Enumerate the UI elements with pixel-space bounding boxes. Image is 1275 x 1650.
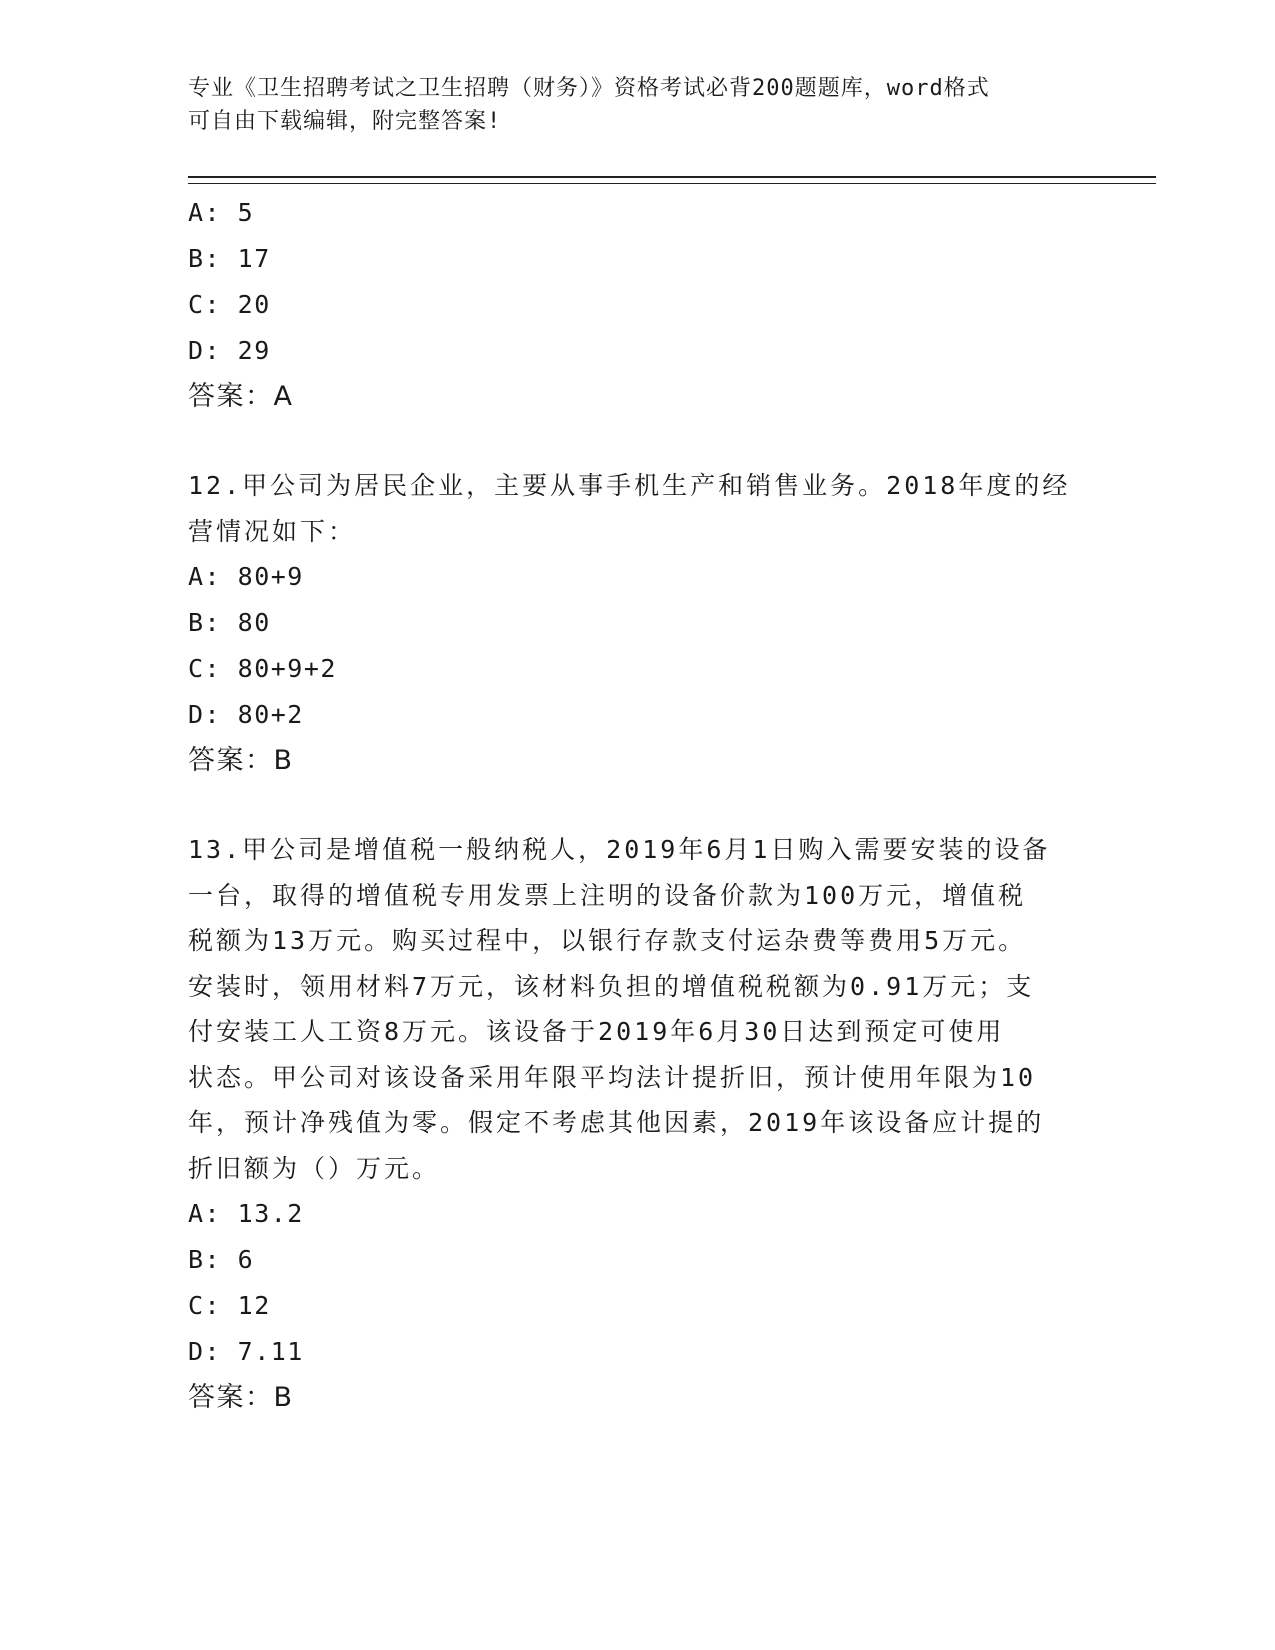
option-b: B: 17 — [188, 244, 271, 273]
answer: 答案：A — [188, 381, 294, 412]
header-line-2: 可自由下载编辑，附完整答案! — [188, 109, 502, 134]
stem-line: 年，预计净残值为零。假定不考虑其他因素，2019年该设备应计提的 — [188, 1108, 1045, 1137]
stem-line: 折旧额为（）万元。 — [188, 1153, 441, 1183]
option-d: D: 7.11 — [188, 1337, 304, 1366]
stem-line: 营情况如下： — [188, 516, 357, 546]
option-a: A: 5 — [188, 198, 255, 227]
stem-line: 状态。甲公司对该设备采用年限平均法计提折旧，预计使用年限为10 — [188, 1062, 1037, 1092]
header-line-1: 专业《卫生招聘考试之卫生招聘（财务）》资格考试必背200题题库，word格式 — [188, 76, 990, 101]
option-a: A: 80+9 — [188, 562, 304, 591]
stem-line: 一台，取得的增值税专用发票上注明的设备价款为100万元，增值税 — [188, 880, 1027, 910]
stem-line: 税额为13万元。购买过程中，以银行存款支付运杂费等费用5万元。 — [188, 926, 1027, 955]
question-stem — [188, 827, 1088, 1191]
question-13 — [188, 827, 1088, 1421]
option-d: D: 29 — [188, 336, 271, 365]
option-c: C: 80+9+2 — [188, 654, 337, 683]
option-c: C: 12 — [188, 1291, 271, 1320]
stem-line: 付安装工人工资8万元。该设备于2019年6月30日达到预定可使用 — [188, 1017, 1005, 1046]
answer: 答案：B — [188, 745, 294, 776]
stem-line: 安装时，领用材料7万元，该材料负担的增值税税额为0.91万元；支 — [188, 971, 1035, 1001]
option-a: A: 13.2 — [188, 1199, 304, 1228]
option-c: C: 20 — [188, 290, 271, 319]
header-divider — [188, 176, 1156, 184]
question-12 — [188, 463, 1088, 784]
answer: 答案：B — [188, 1382, 294, 1413]
stem-line: 12.甲公司为居民企业，主要从事手机生产和销售业务。2018年度的经 — [188, 471, 1071, 500]
question-stem — [188, 463, 1088, 554]
stem-line: 13.甲公司是增值税一般纳税人，2019年6月1日购入需要安装的设备 — [188, 835, 1051, 864]
option-b: B: 80 — [188, 608, 271, 637]
question-11 — [188, 190, 1088, 420]
document-body — [188, 190, 1088, 1421]
option-b: B: 6 — [188, 1245, 255, 1274]
option-d: D: 80+2 — [188, 700, 304, 729]
page-header — [188, 72, 1088, 138]
